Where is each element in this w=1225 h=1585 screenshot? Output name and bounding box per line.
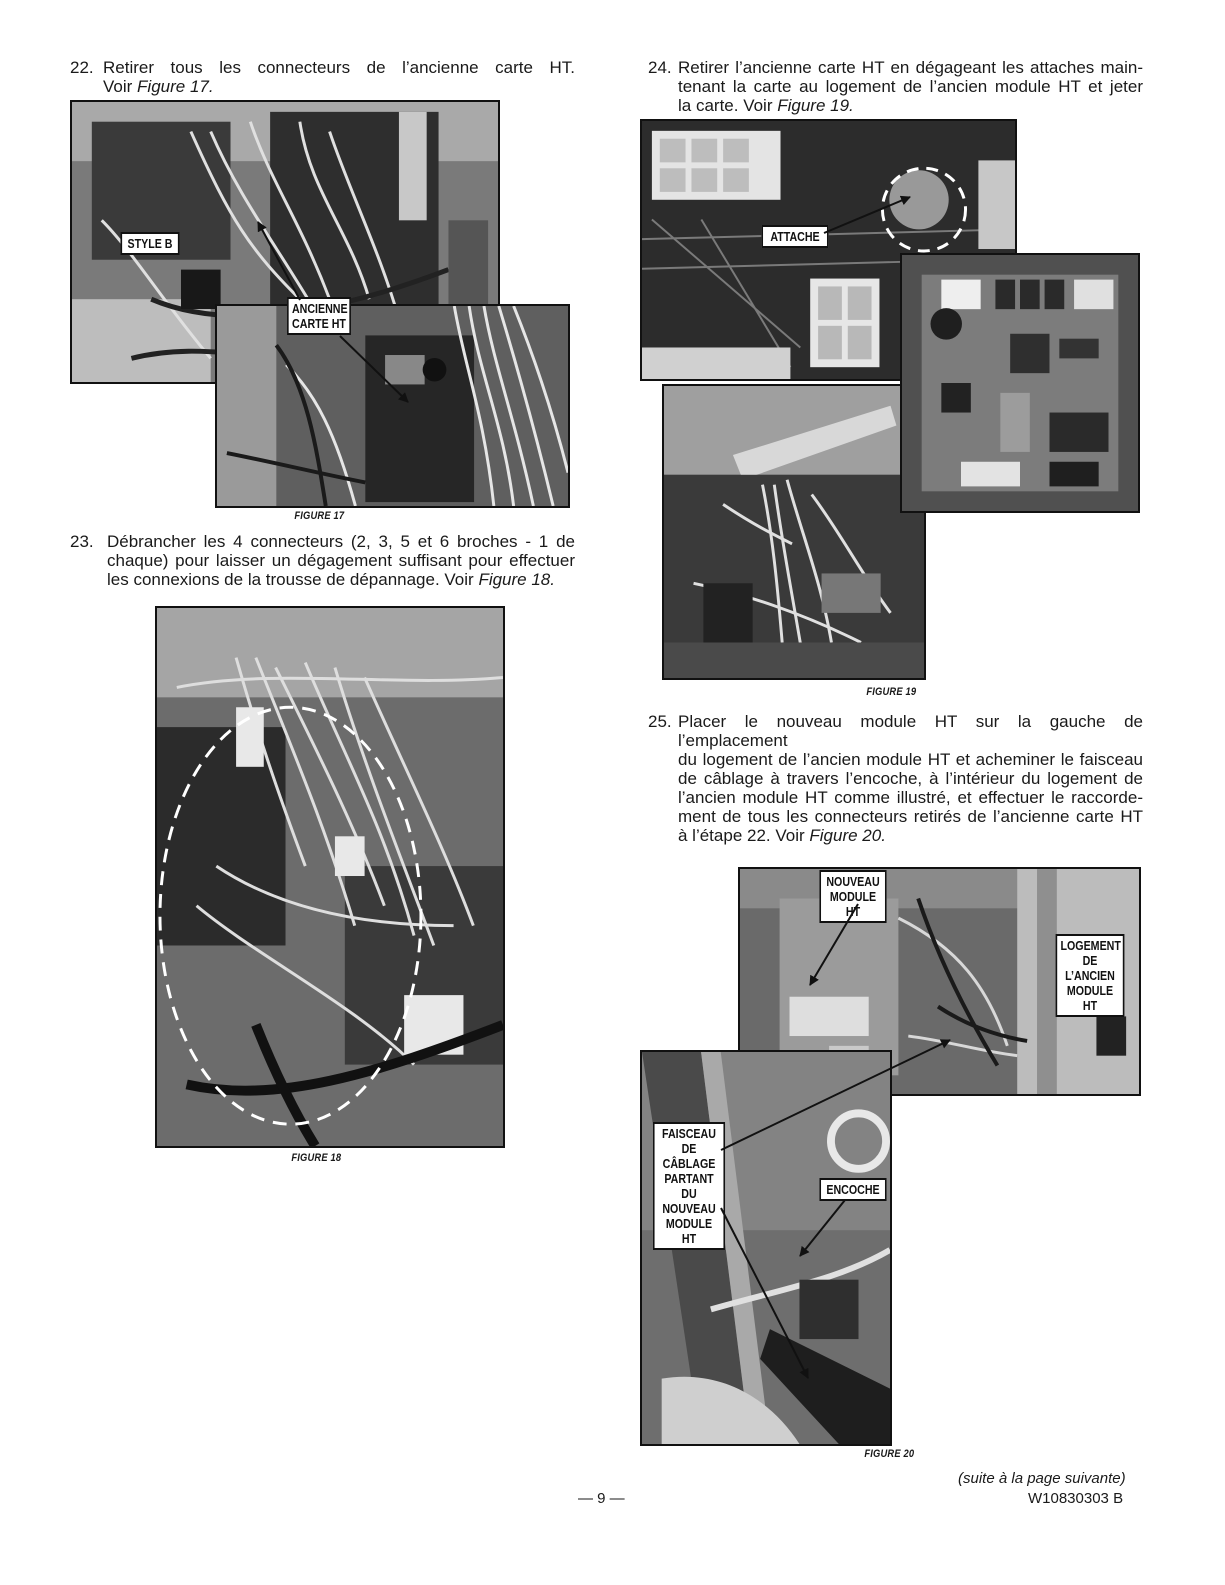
figure-19-photo-new-board xyxy=(900,253,1140,513)
page-number: — 9 — xyxy=(578,1490,625,1507)
step-text-line: Retirer l’ancienne carte HT en dégageant les attaches main- xyxy=(678,58,1143,77)
step-number: 22. xyxy=(70,58,94,77)
label-logement-ancien-module: LOGEMENT DE L’ANCIEN MODULE HT xyxy=(1056,934,1125,1017)
step-22 xyxy=(70,58,575,96)
step-text-line: Retirer tous les connecteurs de l’ancienne carte HT. xyxy=(103,58,575,77)
figure-17-caption: FIGURE 17 xyxy=(294,510,345,522)
figure-reference: Figure 18. xyxy=(478,570,555,589)
step-text-line: l’ancien module HT comme illustré, et effectuer le raccorde- xyxy=(678,788,1143,807)
step-number: 23. xyxy=(70,532,94,551)
step-text-line: la carte. Voir xyxy=(678,96,778,115)
step-23 xyxy=(70,532,575,589)
label-faisceau-cablage: FAISCEAU DE CÂBLAGE PARTANT DU NOUVEAU MODULE HT xyxy=(653,1122,725,1250)
label-style-b: STYLE B xyxy=(120,232,179,255)
step-text-line: Placer le nouveau module HT sur la gauche de l’emplacement xyxy=(678,712,1143,750)
figure-20-caption: FIGURE 20 xyxy=(864,1448,915,1460)
step-text-line: les connexions de la trousse de dépannage. Voir xyxy=(107,570,479,589)
step-25 xyxy=(648,712,1143,845)
label-nouveau-module-ht: NOUVEAU MODULE HT xyxy=(819,870,886,923)
label-encoche: ENCOCHE xyxy=(819,1178,886,1201)
figure-19-photo-wiring xyxy=(662,384,926,680)
step-text-line: de câblage à travers l’encoche, à l’intérieur du logement de xyxy=(678,769,1143,788)
step-text-line: à l’étape 22. Voir xyxy=(678,826,810,845)
figure-17-photo-inset xyxy=(215,304,570,508)
label-ancienne-carte-ht: ANCIENNE CARTE HT xyxy=(287,297,351,335)
step-text-line: Débrancher les 4 connecteurs (2, 3, 5 et 6 broches - 1 de xyxy=(107,532,575,551)
step-number: 25. xyxy=(648,712,672,731)
figure-18-photo xyxy=(155,606,505,1148)
figure-reference: Figure 17. xyxy=(137,77,214,96)
label-attache: ATTACHE xyxy=(761,225,828,248)
step-text-line: ment de tous les connecteurs retirés de l’ancienne carte HT xyxy=(678,807,1143,826)
continued-note: (suite à la page suivante) xyxy=(958,1470,1126,1487)
document-number: W10830303 B xyxy=(1028,1490,1124,1507)
figure-18-caption: FIGURE 18 xyxy=(291,1152,342,1164)
step-number: 24. xyxy=(648,58,672,77)
step-text-line: Voir xyxy=(103,77,138,96)
step-24 xyxy=(648,58,1143,115)
step-text-line: chaque) pour laisser un dégagement suffisant pour effectuer xyxy=(107,551,575,570)
step-text-line: tenant la carte au logement de l’ancien module HT et jeter xyxy=(678,77,1143,96)
figure-19-caption: FIGURE 19 xyxy=(866,686,917,698)
figure-reference: Figure 19. xyxy=(777,96,854,115)
step-text-line: du logement de l’ancien module HT et acheminer le faisceau xyxy=(678,750,1143,769)
figure-reference: Figure 20. xyxy=(809,826,886,845)
